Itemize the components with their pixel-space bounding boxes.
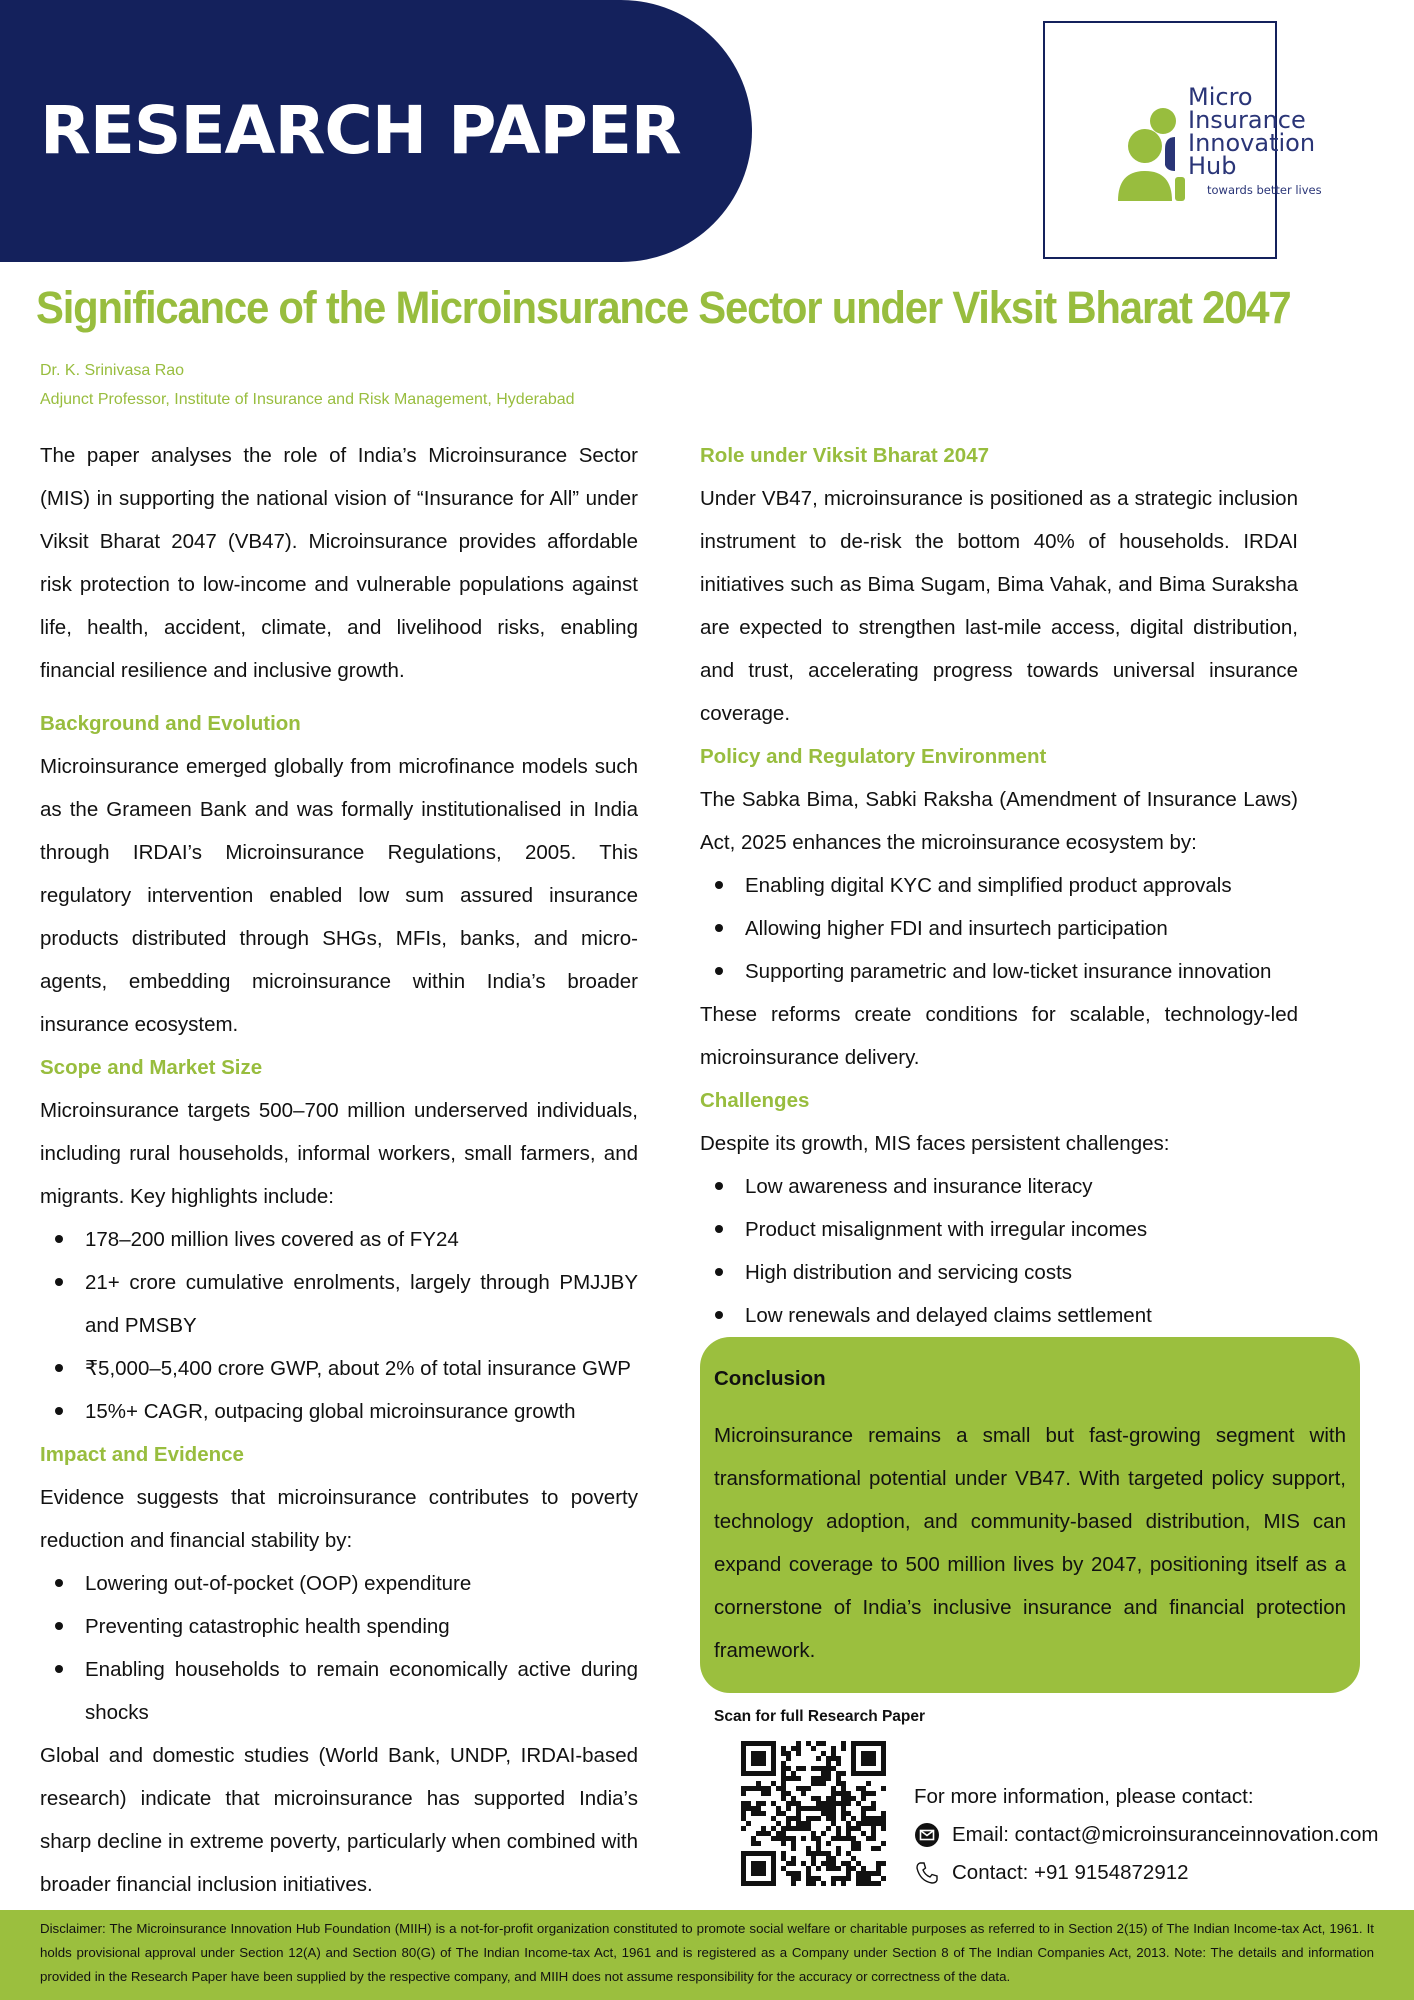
list-item: Allowing higher FDI and insurtech participation	[700, 907, 1298, 950]
list-item: Low renewals and delayed claims settlement	[700, 1294, 1298, 1337]
list-item: Lowering out-of-pocket (OOP) expenditure	[40, 1562, 638, 1605]
author-name: Dr. K. Srinivasa Rao	[40, 362, 185, 379]
list-item: Low awareness and insurance literacy	[700, 1165, 1298, 1208]
policy-list	[700, 864, 1298, 993]
phone-row[interactable]	[914, 1854, 1378, 1892]
email-row[interactable]	[914, 1816, 1378, 1854]
banner-title: RESEARCH PAPER	[40, 92, 681, 169]
right-column	[700, 434, 1298, 1380]
list-item: 178–200 million lives covered as of FY24	[40, 1218, 638, 1261]
list-item: Product misalignment with irregular incomes	[700, 1208, 1298, 1251]
author-block	[40, 356, 575, 414]
impact-list	[40, 1562, 638, 1734]
list-item: Enabling households to remain economically active during shocks	[40, 1648, 638, 1734]
left-column	[40, 434, 638, 1906]
conclusion-heading: Conclusion	[714, 1367, 826, 1390]
header-banner	[0, 0, 752, 262]
logo-line-3: Innovation	[1188, 129, 1316, 157]
scope-list	[40, 1218, 638, 1433]
list-item: 15%+ CAGR, outpacing global microinsurance growth	[40, 1390, 638, 1433]
disclaimer-text: Disclaimer: The Microinsurance Innovation Hub Foundation (MIIH) is a not-for-profit organization constituted to promote social welfare or charitable purposes as referred to in Section 2(15) of The Indian Income-tax Act, 1961. It holds provisional approval under Section 12(A) and Section 80(G) of The Indian Income-tax Act, 1961 and is registered as a Company under Section 8 of The Indian Companies Act, 2013. Note: The details and information provided in the Research Paper have been supplied by the respective company, and MIIH does not assume responsibility for the accuracy or correctness of the data.	[40, 1921, 1374, 1984]
list-item: 21+ crore cumulative enrolments, largely through PMJJBY and PMSBY	[40, 1261, 638, 1347]
logo-wordmark	[1188, 83, 1316, 180]
list-item: Preventing catastrophic health spending	[40, 1605, 638, 1648]
role-paragraph: Under VB47, microinsurance is positioned as a strategic inclusion instrument to de-risk the bottom 40% of households. IRDAI initiatives such as Bima Sugam, Bima Vahak, and Bima Suraksha are expected to strengthen last-mile access, digital distribution, and trust, accelerating progress towards universal insurance coverage.	[700, 487, 1298, 725]
qr-code-icon[interactable]	[741, 1741, 886, 1886]
footer-disclaimer	[0, 1910, 1414, 2000]
email-text[interactable]: Email: contact@microinsuranceinnovation.com	[952, 1823, 1379, 1846]
contact-heading: For more information, please contact:	[914, 1785, 1254, 1808]
impact-paragraph-2: Global and domestic studies (World Bank, UNDP, IRDAI-based research) indicate that microinsurance has supported India’s sharp decline in extreme poverty, particularly when combined with broader financial inclusion initiatives.	[40, 1744, 638, 1896]
phone-icon	[914, 1860, 940, 1886]
list-item: High distribution and servicing costs	[700, 1251, 1298, 1294]
paper-title: Significance of the Microinsurance Sector under Viksit Bharat 2047	[36, 282, 1291, 333]
contact-block	[914, 1778, 1378, 1892]
logo-line-4: Hub	[1188, 152, 1237, 180]
impact-heading: Impact and Evidence	[40, 1443, 244, 1466]
scan-label: Scan for full Research Paper	[714, 1708, 926, 1725]
phone-text[interactable]: Contact: +91 9154872912	[952, 1861, 1189, 1884]
policy-heading: Policy and Regulatory Environment	[700, 745, 1047, 768]
list-item: Enabling digital KYC and simplified product approvals	[700, 864, 1298, 907]
logo-line-2: Insurance	[1188, 106, 1306, 134]
list-item: ₹5,000–5,400 crore GWP, about 2% of total insurance GWP	[40, 1347, 638, 1390]
intro-paragraph: The paper analyses the role of India’s Microinsurance Sector (MIS) in supporting the national vision of “Insurance for All” under Viksit Bharat 2047 (VB47). Microinsurance provides affordable risk protection to low-income and vulnerable populations against life, health, accident, climate, and livelihood risks, enabling financial resilience and inclusive growth.	[40, 444, 638, 682]
list-item: Supporting parametric and low-ticket insurance innovation	[700, 950, 1298, 993]
challenges-heading: Challenges	[700, 1089, 810, 1112]
role-heading: Role under Viksit Bharat 2047	[700, 444, 990, 467]
author-affiliation: Adjunct Professor, Institute of Insurance and Risk Management, Hyderabad	[40, 391, 575, 408]
logo-box	[1043, 21, 1322, 259]
logo-line-1: Micro	[1188, 83, 1253, 111]
scope-heading: Scope and Market Size	[40, 1056, 263, 1079]
logo-tagline: towards better lives	[1207, 183, 1322, 197]
policy-paragraph-2: These reforms create conditions for scalable, technology-led microinsurance delivery.	[700, 1003, 1298, 1069]
impact-paragraph: Evidence suggests that microinsurance contributes to poverty reduction and financial stability by:	[40, 1486, 638, 1552]
policy-paragraph: The Sabka Bima, Sabki Raksha (Amendment of Insurance Laws) Act, 2025 enhances the microinsurance ecosystem by:	[700, 788, 1298, 854]
scope-paragraph: Microinsurance targets 500–700 million underserved individuals, including rural households, informal workers, small farmers, and migrants. Key highlights include:	[40, 1099, 638, 1208]
challenges-paragraph: Despite its growth, MIS faces persistent challenges:	[700, 1132, 1170, 1155]
conclusion-paragraph: Microinsurance remains a small but fast-growing segment with transformational potential under VB47. With targeted policy support, technology adoption, and community-based distribution, MIS can expand coverage to 500 million lives by 2047, positioning itself as a cornerstone of India’s inclusive insurance and financial protection framework.	[714, 1424, 1346, 1662]
background-heading: Background and Evolution	[40, 712, 301, 735]
conclusion-box	[700, 1337, 1360, 1693]
background-paragraph: Microinsurance emerged globally from microfinance models such as the Grameen Bank and was formally institutionalised in India through IRDAI’s Microinsurance Regulations, 2005. This regulatory intervention enabled low sum assured insurance products distributed through SHGs, MFIs, banks, and micro-agents, embedding microinsurance within India’s broader insurance ecosystem.	[40, 755, 638, 1036]
envelope-icon	[914, 1822, 940, 1848]
